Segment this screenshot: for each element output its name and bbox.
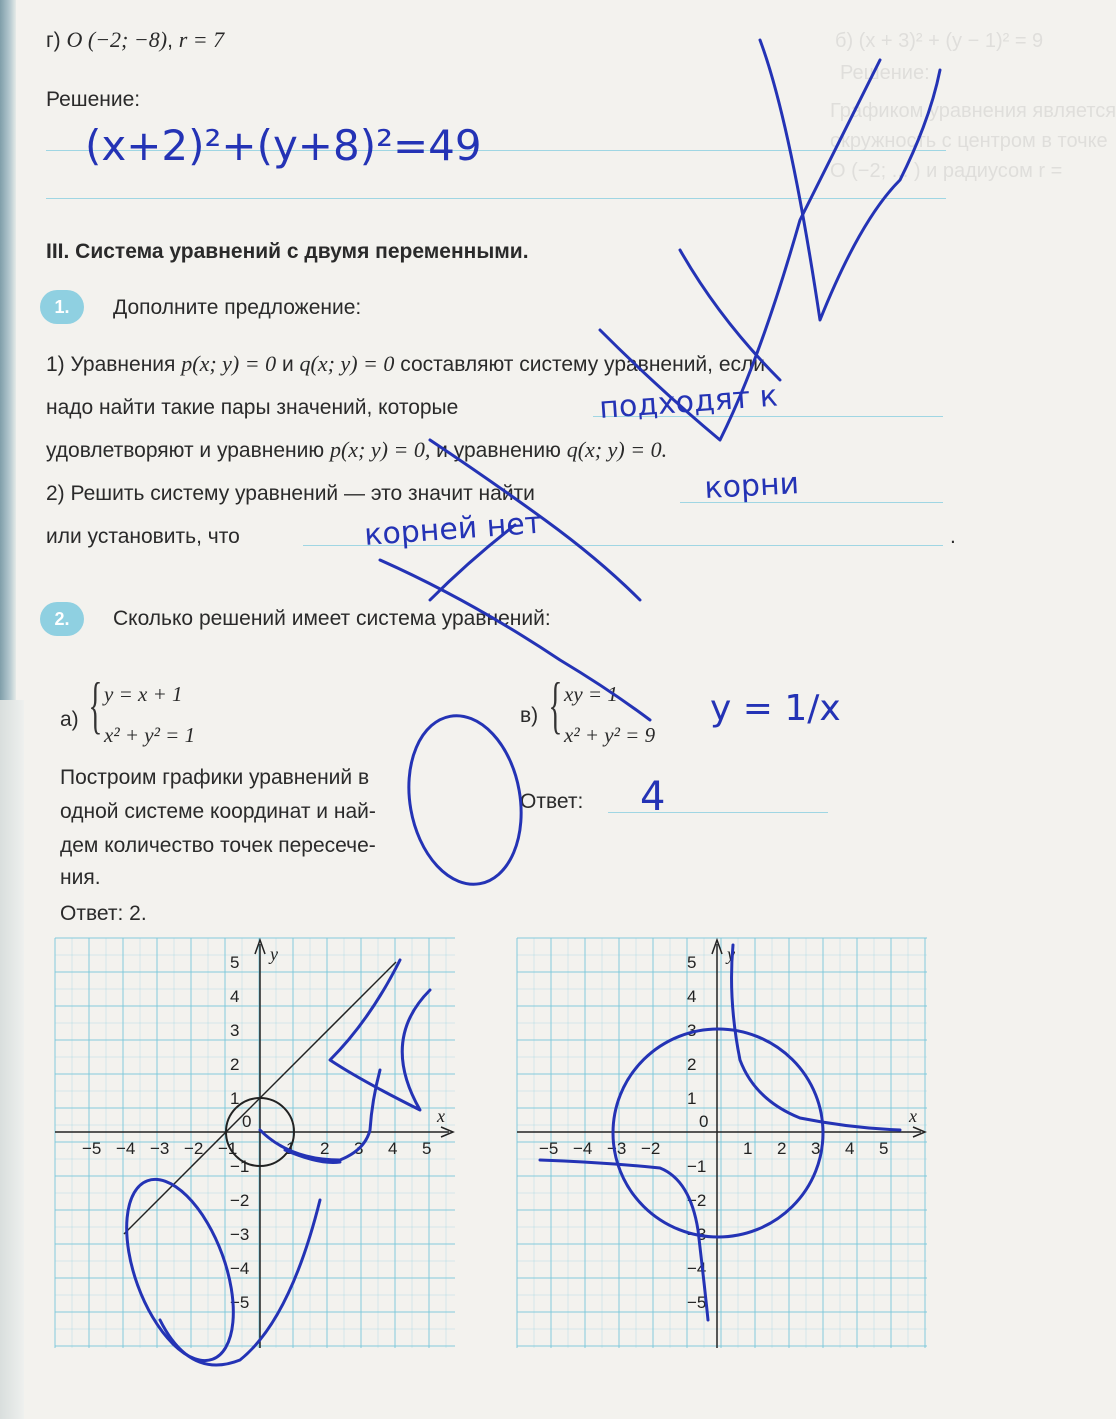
y-tick-label: 4 bbox=[230, 987, 240, 1006]
x-tick-label: 2 bbox=[777, 1139, 787, 1158]
y-tick-label: −1 bbox=[687, 1157, 707, 1176]
y-tick-label: 3 bbox=[687, 1021, 697, 1040]
origin-label: 0 bbox=[699, 1112, 709, 1131]
system-a-answer: Ответ: 2. bbox=[60, 902, 147, 925]
period: . bbox=[950, 525, 956, 548]
task-1-prompt: Дополните предложение: bbox=[113, 296, 362, 319]
y-axis-label: y bbox=[727, 944, 735, 964]
x-tick-label: −3 bbox=[150, 1139, 170, 1158]
task-1-line-5: или установить, что bbox=[46, 525, 240, 548]
explanation-line: Построим графики уравнений в bbox=[60, 766, 370, 789]
x-axis-label: x bbox=[437, 1106, 445, 1126]
ghost-line: б) (x + 3)² + (y − 1)² = 9 bbox=[835, 30, 1044, 52]
graph-a-ticks bbox=[82, 944, 445, 1312]
text: и уравнению bbox=[436, 439, 561, 462]
scribble-oval bbox=[396, 707, 534, 894]
y-tick-label: 1 bbox=[230, 1089, 240, 1108]
answer-line bbox=[46, 150, 946, 151]
x-tick-label: 3 bbox=[811, 1139, 821, 1158]
explanation-line: дем количество точек пересече- bbox=[60, 834, 376, 857]
fill-line bbox=[593, 416, 943, 417]
text: удовлетворяют и уравнению bbox=[46, 439, 325, 462]
y-axis-label: y bbox=[270, 944, 278, 964]
ghost-line: Решение: bbox=[840, 62, 930, 84]
graph-a bbox=[55, 938, 455, 1348]
solution-label: Решение: bbox=[46, 88, 141, 111]
y-tick-label: 5 bbox=[687, 953, 697, 972]
x-tick-label: 3 bbox=[354, 1139, 364, 1158]
system-b-label: в) bbox=[520, 704, 539, 727]
part-g-radius: r = 7 bbox=[178, 27, 225, 52]
x-tick-label: −2 bbox=[184, 1139, 204, 1158]
equation-p: p(x; y) = 0, bbox=[329, 437, 431, 462]
graph-b-ticks bbox=[539, 944, 917, 1312]
handwritten-equation: (x+2)²+(y+8)²=49 bbox=[85, 121, 482, 170]
system-a-brace: { bbox=[88, 669, 103, 740]
y-tick-label: −1 bbox=[230, 1157, 250, 1176]
x-tick-label: −3 bbox=[607, 1139, 627, 1158]
x-tick-label: −1 bbox=[218, 1139, 238, 1158]
handwritten-note: y = 1/x bbox=[710, 688, 841, 729]
fill-line bbox=[680, 502, 943, 503]
task-1-badge: 1. bbox=[40, 290, 84, 324]
text: и bbox=[281, 353, 294, 376]
task-2-badge: 2. bbox=[40, 602, 84, 636]
system-a-eq2: x² + y² = 1 bbox=[104, 723, 196, 747]
x-tick-label: 2 bbox=[320, 1139, 330, 1158]
y-tick-label: 3 bbox=[230, 1021, 240, 1040]
origin-label: 0 bbox=[242, 1112, 252, 1131]
system-a-eq1: y = x + 1 bbox=[104, 682, 183, 706]
ghost-line: O (−2; ... ) и радиусом r = bbox=[830, 160, 1063, 182]
equation-q: q(x; y) = 0. bbox=[566, 437, 668, 462]
x-tick-label: −4 bbox=[116, 1139, 136, 1158]
task-1-line-1 bbox=[46, 352, 765, 377]
y-tick-label: −4 bbox=[687, 1259, 707, 1278]
x-tick-label: 4 bbox=[388, 1139, 398, 1158]
x-tick-label: −4 bbox=[573, 1139, 593, 1158]
y-tick-label: 1 bbox=[687, 1089, 697, 1108]
y-tick-label: 5 bbox=[230, 953, 240, 972]
y-tick-label: −4 bbox=[230, 1259, 250, 1278]
part-g-center: O (−2; −8) bbox=[66, 27, 168, 52]
y-tick-label: −5 bbox=[687, 1293, 707, 1312]
x-tick-label: 5 bbox=[422, 1139, 432, 1158]
equation-q: q(x; y) = 0 bbox=[299, 351, 395, 376]
ghost-line: окружность с центром в точке bbox=[830, 130, 1108, 152]
y-tick-label: −3 bbox=[687, 1225, 707, 1244]
y-tick-label: −2 bbox=[230, 1191, 250, 1210]
x-tick-label: −2 bbox=[641, 1139, 661, 1158]
handwritten-fill-2: корни bbox=[703, 466, 800, 506]
handwritten-fill-1: подходят к bbox=[598, 378, 779, 426]
y-tick-label: −3 bbox=[230, 1225, 250, 1244]
equation-p: p(x; y) = 0 bbox=[181, 351, 277, 376]
x-tick-label: 1 bbox=[286, 1139, 296, 1158]
text: 1) Уравнения bbox=[46, 353, 176, 376]
x-tick-label: 4 bbox=[845, 1139, 855, 1158]
fill-line bbox=[303, 545, 943, 546]
section-title: III. Система уравнений с двумя переменными. bbox=[46, 240, 529, 263]
handwritten-answer: 4 bbox=[640, 774, 666, 820]
page-edge-shadow bbox=[0, 700, 24, 1419]
x-tick-label: 5 bbox=[879, 1139, 889, 1158]
task-1-line-3 bbox=[46, 438, 667, 463]
system-b-eq2: x² + y² = 9 bbox=[564, 723, 656, 747]
system-a-label: а) bbox=[60, 708, 79, 731]
x-axis-label: x bbox=[909, 1106, 917, 1126]
handwritten-fill-3: корней нет bbox=[363, 505, 544, 553]
explanation-line: ния. bbox=[60, 866, 101, 889]
x-tick-label: −5 bbox=[539, 1139, 559, 1158]
y-tick-label: 4 bbox=[687, 987, 697, 1006]
y-tick-label: −2 bbox=[687, 1191, 707, 1210]
task-1-line-4: 2) Решить систему уравнений — это значит найти bbox=[46, 482, 535, 505]
fill-line bbox=[608, 812, 828, 813]
system-b-answer-label: Ответ: bbox=[520, 790, 584, 813]
explanation-line: одной системе координат и най- bbox=[60, 800, 376, 823]
y-tick-label: −5 bbox=[230, 1293, 250, 1312]
x-tick-label: −5 bbox=[82, 1139, 102, 1158]
task-2-prompt: Сколько решений имеет система уравнений: bbox=[113, 607, 551, 630]
ghost-line: Графиком уравнения является bbox=[830, 100, 1116, 122]
y-tick-label: 2 bbox=[687, 1055, 697, 1074]
text: составляют систему уравнений, если bbox=[400, 353, 765, 376]
system-b-brace: { bbox=[548, 669, 563, 740]
scribble-stroke bbox=[430, 440, 640, 600]
system-b-eq1: xy = 1 bbox=[564, 682, 618, 706]
x-tick-label: 1 bbox=[743, 1139, 753, 1158]
part-g-line: г) O (−2; −8), r = 7 bbox=[46, 27, 225, 52]
y-tick-label: 2 bbox=[230, 1055, 240, 1074]
task-1-line-2: надо найти такие пары значений, которые bbox=[46, 396, 459, 419]
answer-line bbox=[46, 198, 946, 199]
part-g-label: г) bbox=[46, 29, 61, 52]
scribble-stroke bbox=[430, 525, 515, 600]
graph-b bbox=[517, 938, 927, 1348]
